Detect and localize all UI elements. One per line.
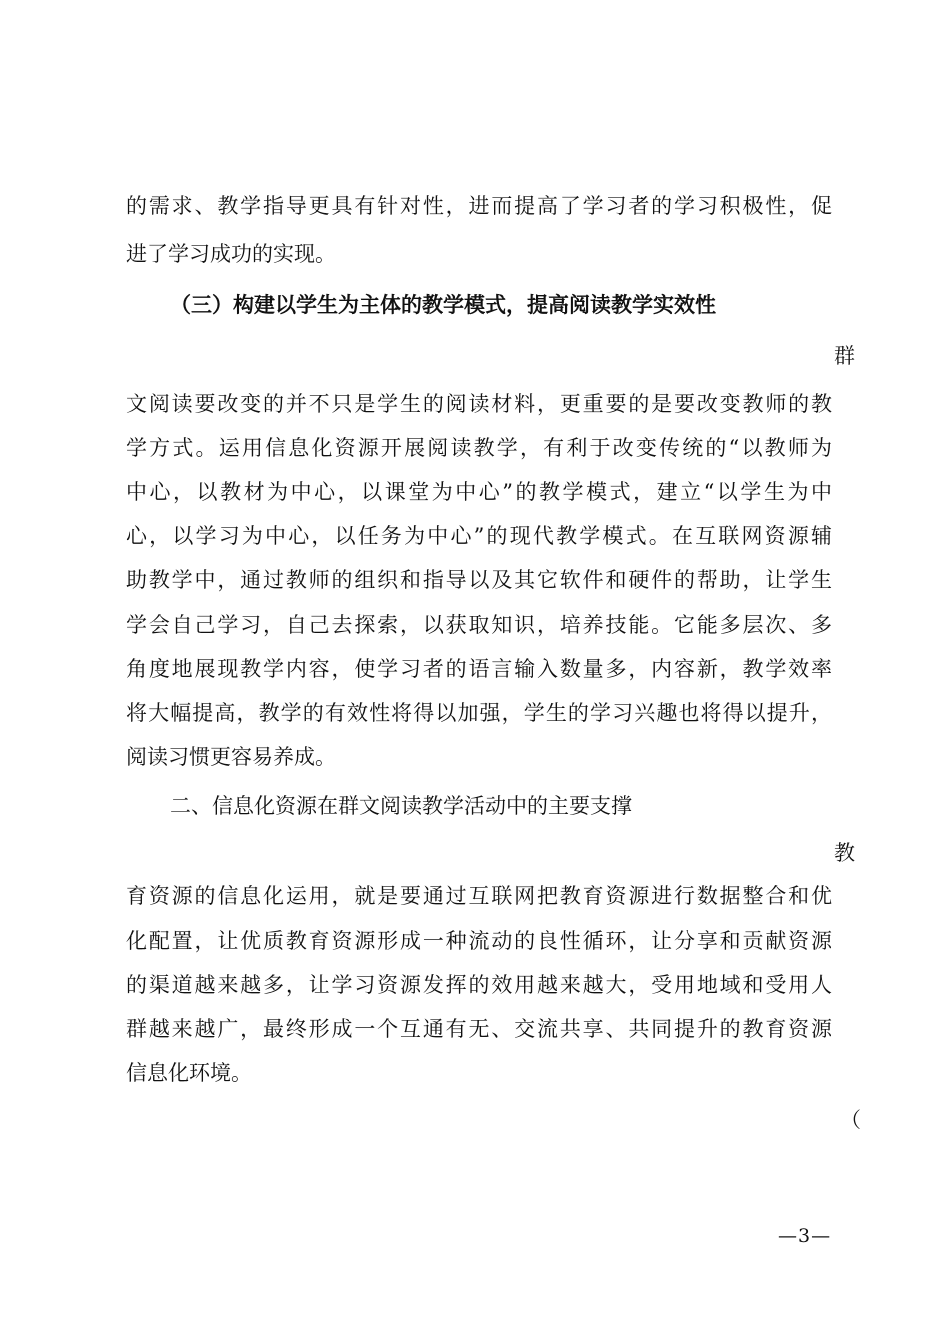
paragraph-1-line-1: 的需求、教学指导更具有针对性，进而提高了学习者的学习积极性，促: [126, 194, 832, 218]
paragraph-2-line-9: 阅读习惯更容易养成。: [126, 745, 336, 769]
paragraph-2-line-2: 学方式。运用信息化资源开展阅读教学，有利于改变传统的“以教师为: [126, 436, 832, 460]
section-2-title: 二、信息化资源在群文阅读教学活动中的主要支撑: [170, 794, 632, 818]
paragraph-3-line-2: 化配置，让优质教育资源形成一种流动的良性循环，让分享和贡献资源: [126, 929, 832, 953]
paragraph-3-line-5: 信息化环境。: [126, 1061, 252, 1085]
paragraph-2-line-4: 心，以学习为中心，以任务为中心”的现代教学模式。在互联网资源辅: [126, 524, 832, 548]
paragraph-1-line-2: 进了学习成功的实现。: [126, 242, 336, 266]
paragraph-2-lead-char: 群: [834, 344, 855, 368]
paragraph-2-line-1: 文阅读要改变的并不只是学生的阅读材料，更重要的是要改变教师的教: [126, 392, 832, 416]
paragraph-3-line-1: 育资源的信息化运用，就是要通过互联网把教育资源进行数据整合和优: [126, 884, 832, 908]
paragraph-2-line-8: 将大幅提高，教学的有效性将得以加强，学生的学习兴趣也将得以提升，: [126, 701, 832, 725]
paragraph-2-line-6: 学会自己学习，自己去探索，以获取知识，培养技能。它能多层次、多: [126, 613, 832, 637]
paragraph-3-line-3: 的渠道越来越多，让学习资源发挥的效用越来越大，受用地域和受用人: [126, 973, 832, 997]
paragraph-3-line-4: 群越来越广，最终形成一个互通有无、交流共享、共同提升的教育资源: [126, 1017, 832, 1041]
paragraph-2-line-3: 中心，以教材为中心，以课堂为中心”的教学模式，建立“以学生为中: [126, 480, 832, 504]
paragraph-2-line-7: 角度地展现教学内容，使学习者的语言输入数量多，内容新，教学效率: [126, 657, 832, 681]
paragraph-3-lead-char: 教: [834, 841, 855, 865]
page-number: —3—: [778, 1225, 832, 1247]
subsection-heading: （三）构建以学生为主体的教学模式，提高阅读教学实效性: [170, 292, 716, 317]
trailing-bracket: （: [840, 1108, 861, 1132]
paragraph-2-line-5: 助教学中，通过教师的组织和指导以及其它软件和硬件的帮助，让学生: [126, 568, 832, 592]
